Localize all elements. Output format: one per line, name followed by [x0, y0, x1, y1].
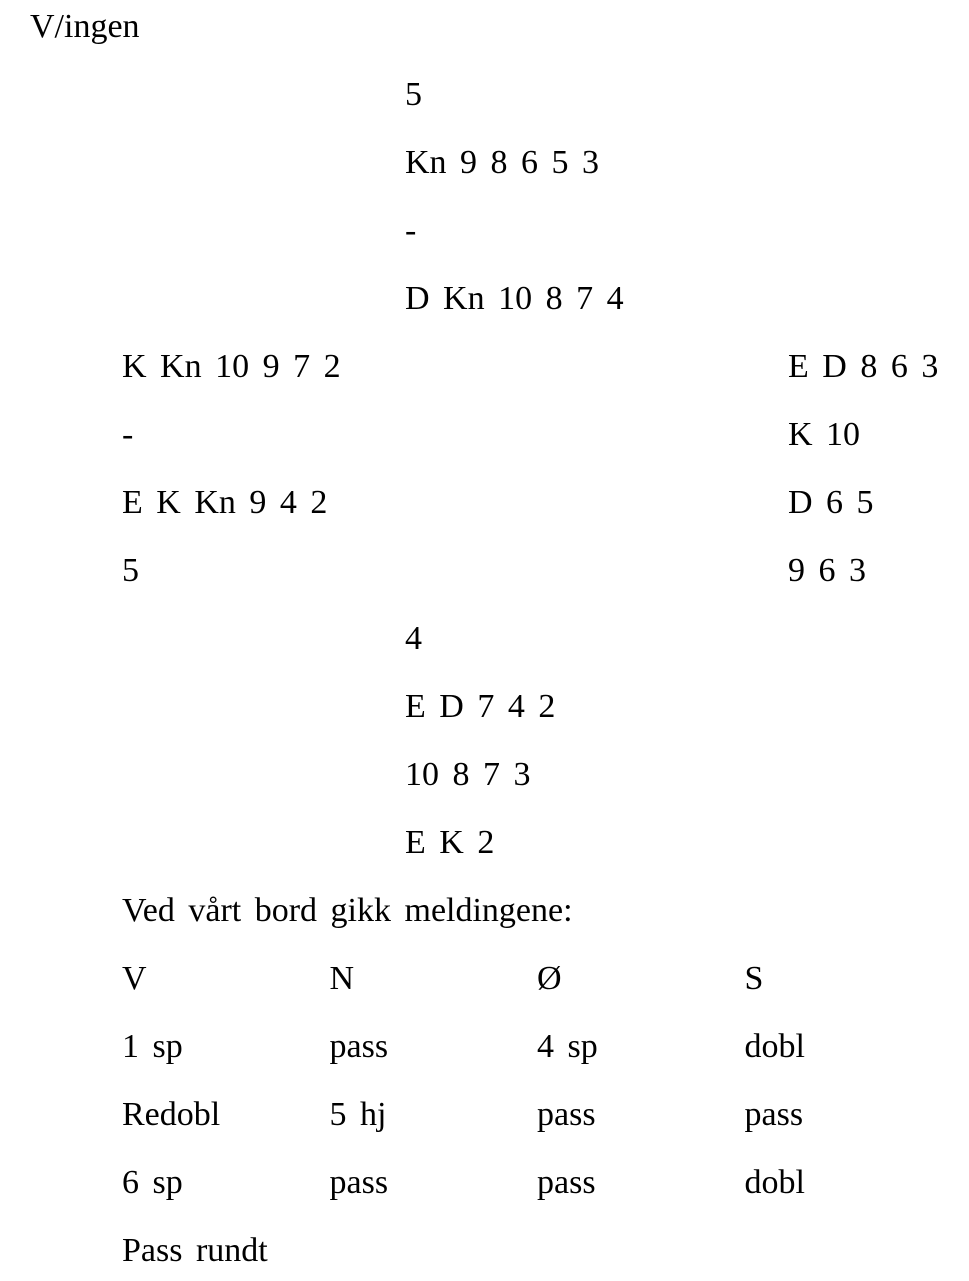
auction-footer-text: Pass rundt — [122, 1232, 268, 1269]
auction-round-1 — [122, 1028, 939, 1066]
east-spades-line: E D 8 6 3 — [788, 348, 939, 385]
bid-round1-west: 1 sp — [122, 1028, 183, 1065]
auction-header-south: S — [744, 960, 764, 997]
bid-round3-west: 6 sp — [122, 1164, 183, 1201]
east-diamonds-line: D 6 5 — [788, 484, 874, 521]
south-clubs-line: E K 2 — [405, 824, 495, 861]
west-spades-line: K Kn 10 9 7 2 — [122, 348, 341, 385]
south-hearts-line: E D 7 4 2 — [405, 688, 556, 725]
east-clubs-line: 9 6 3 — [788, 552, 866, 589]
south-diamonds-line: 10 8 7 3 — [405, 756, 531, 793]
bid-round2-east: pass — [537, 1096, 596, 1133]
north-clubs-line: D Kn 10 8 7 4 — [405, 280, 624, 317]
north-hearts-line: Kn 9 8 6 5 3 — [405, 144, 600, 181]
bid-round2-south: pass — [744, 1096, 804, 1133]
auction-header-east: Ø — [537, 960, 562, 997]
bid-round2-north: 5 hj — [329, 1096, 387, 1133]
auction-round-2 — [122, 1096, 939, 1134]
bid-round3-south: dobl — [744, 1164, 805, 1201]
bid-round3-east: pass — [537, 1164, 596, 1201]
west-diamonds-line: E K Kn 9 4 2 — [122, 484, 328, 521]
east-hearts-line: K 10 — [788, 416, 861, 453]
auction-round-3 — [122, 1164, 939, 1202]
south-spades-line: 4 — [405, 620, 422, 657]
bid-round1-north: pass — [329, 1028, 389, 1065]
west-clubs-line: 5 — [122, 552, 139, 589]
auction-intro-text: Ved vårt bord gikk meldingene: — [122, 892, 573, 929]
north-diamonds-line: - — [405, 212, 417, 249]
bid-round1-south: dobl — [744, 1028, 805, 1065]
west-hearts-line: - — [122, 416, 134, 453]
north-spades-line: 5 — [405, 76, 422, 113]
dealer-vulnerability-label: V/ingen — [30, 8, 140, 45]
auction-header-west: V — [122, 960, 147, 997]
bid-round1-east: 4 sp — [537, 1028, 598, 1065]
bid-round3-north: pass — [329, 1164, 389, 1201]
auction-header-row — [122, 960, 939, 998]
bid-round2-west: Redobl — [122, 1096, 221, 1133]
auction-header-north: N — [329, 960, 355, 997]
